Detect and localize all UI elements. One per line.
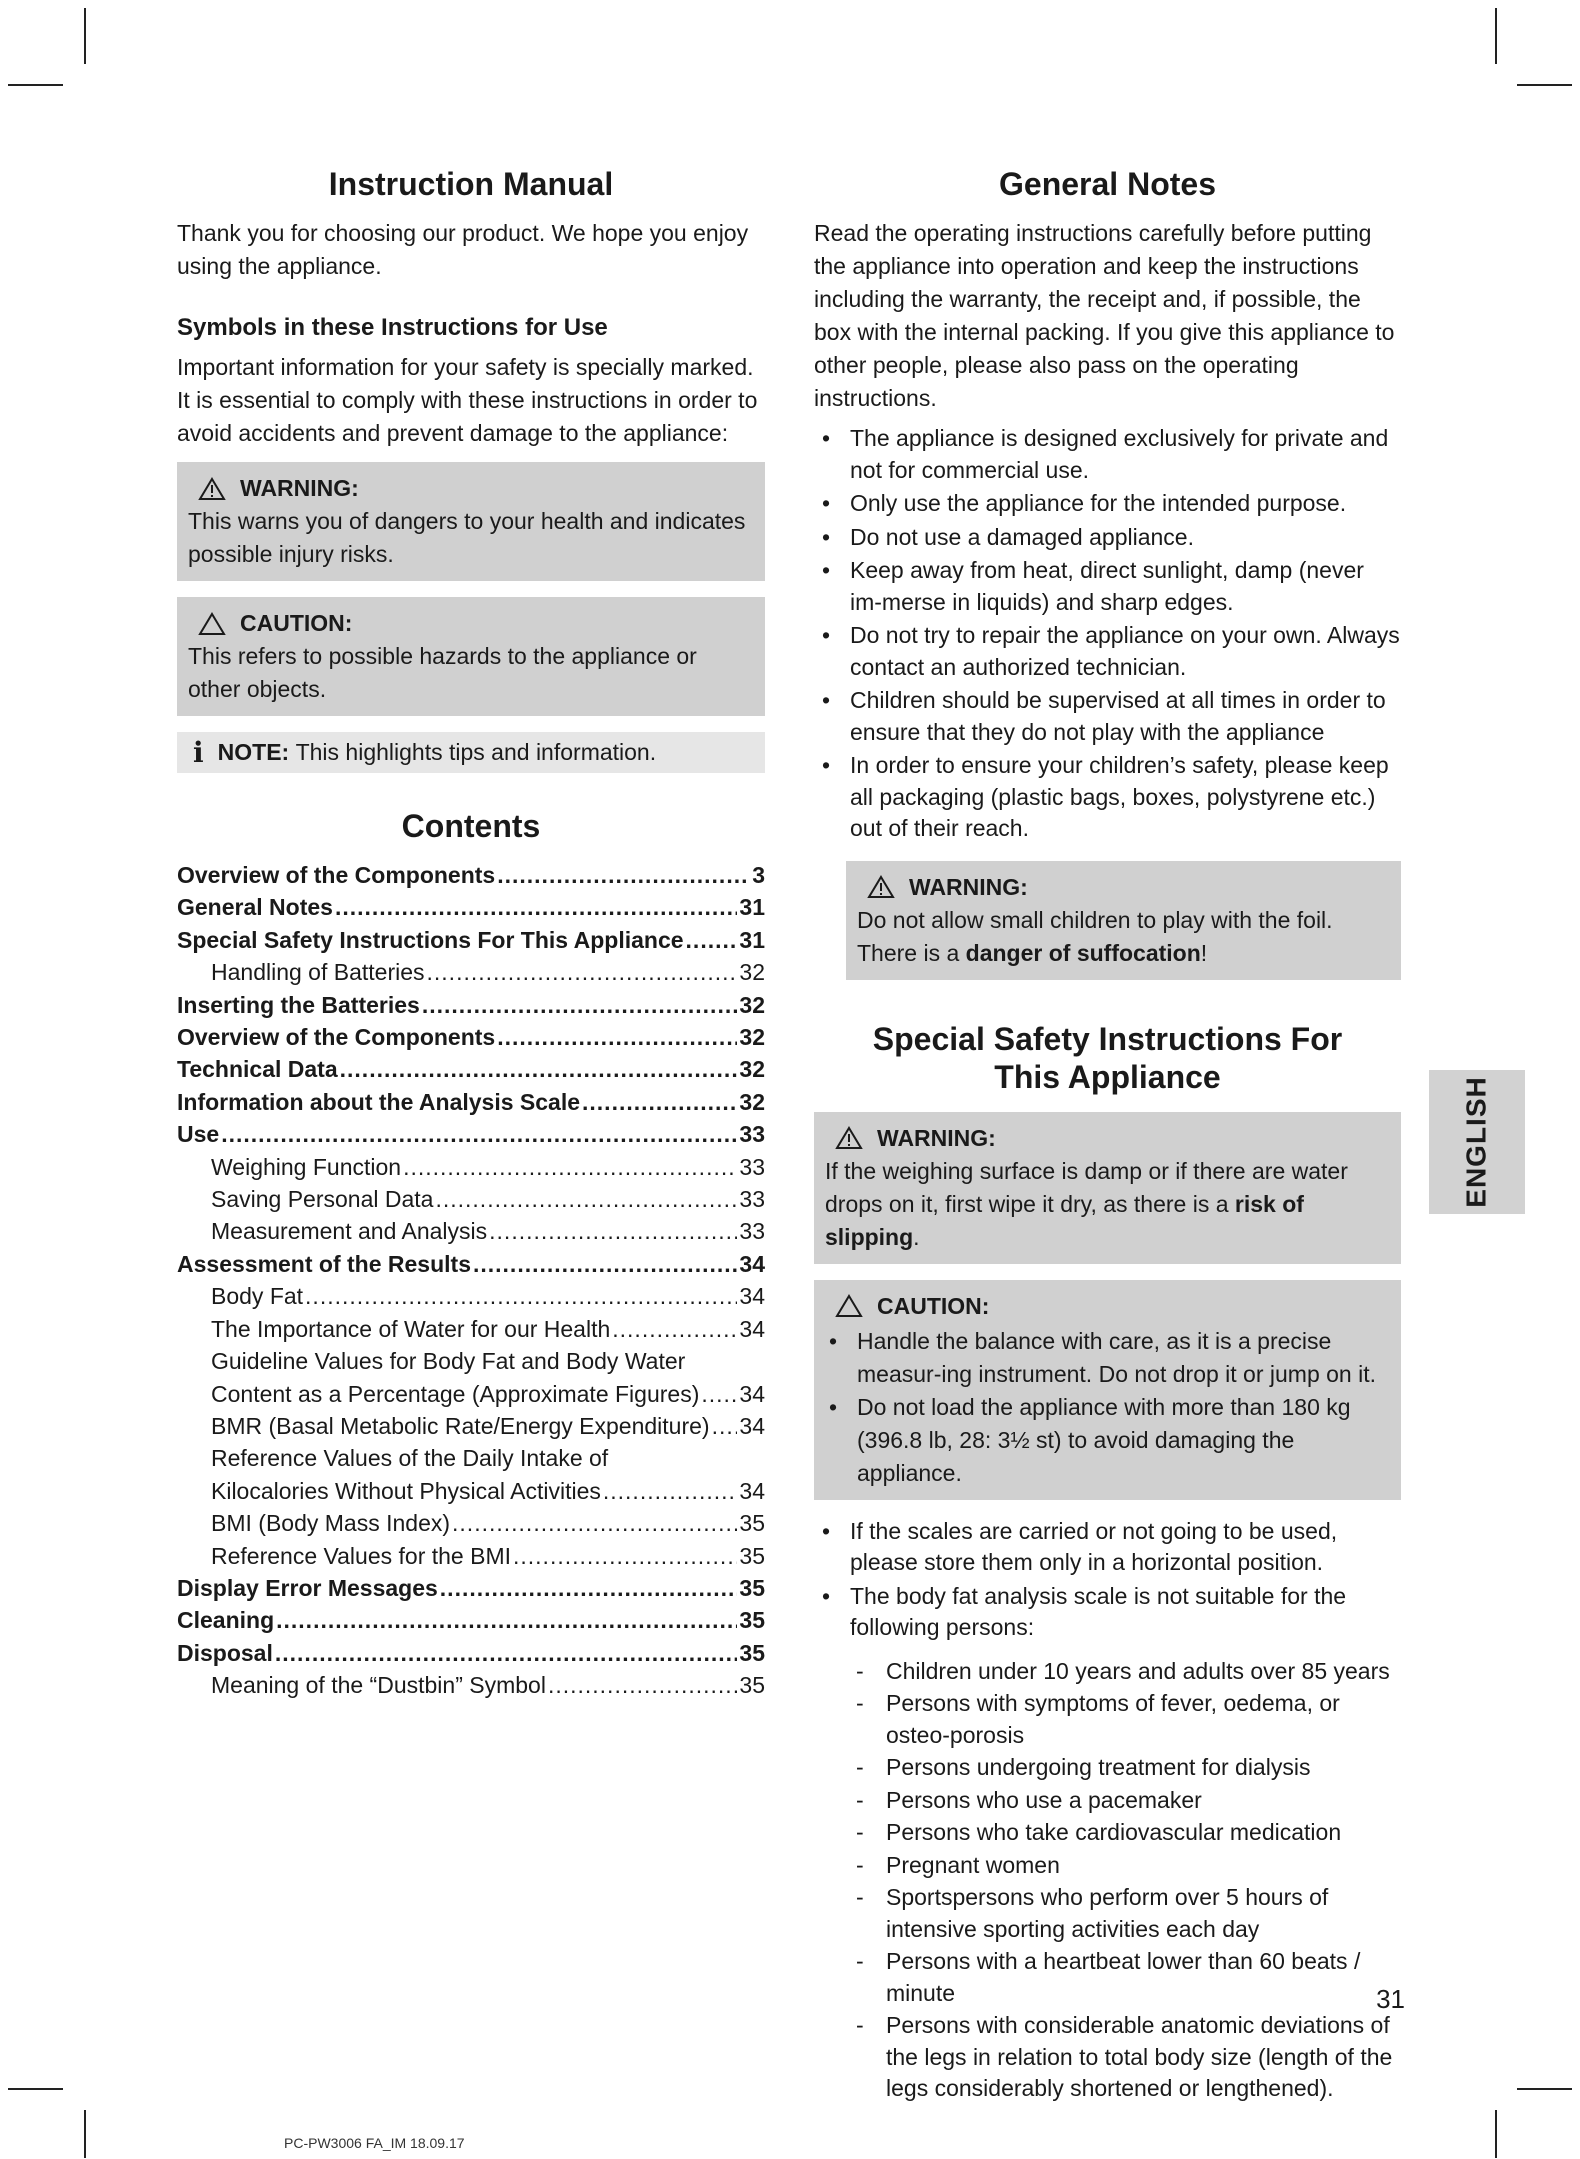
list-item: • The appliance is designed exclusively for private and not for commercial use. bbox=[814, 423, 1401, 486]
warning-icon bbox=[867, 875, 895, 899]
crop-mark bbox=[84, 8, 86, 64]
note-label: NOTE: bbox=[217, 739, 290, 765]
language-tab-label: ENGLISH bbox=[1461, 1076, 1492, 1208]
handling-caution-box bbox=[814, 1280, 1401, 1500]
crop-mark bbox=[1495, 2110, 1497, 2158]
list-item: • Do not load the appliance with more than 180 kg (396.8 lb, 28: 3½ st) to avoid damaging the appliance. bbox=[825, 1391, 1391, 1490]
caution-title bbox=[188, 607, 755, 640]
crop-mark bbox=[1517, 84, 1572, 86]
intro-text: Thank you for choosing our product. We hope you enjoy using the appliance. bbox=[177, 220, 749, 279]
list-item: • Only use the appliance for the intended purpose. bbox=[814, 488, 1401, 520]
toc-entry[interactable]: General Notes ..... 31 bbox=[177, 891, 765, 923]
list-item: • Keep away from heat, direct sunlight, damp (never im-merse in liquids) and sharp edges. bbox=[814, 555, 1401, 618]
toc-entry[interactable]: Use ..... 33 bbox=[177, 1118, 765, 1150]
caution-text: This refers to possible hazards to the appliance or other objects. bbox=[188, 643, 697, 702]
contents-title: Contents bbox=[401, 808, 541, 844]
list-item: • The body fat analysis scale is not suitable for the following persons: bbox=[814, 1581, 1401, 1644]
toc-entry[interactable]: Information about the Analysis Scale ..... 32 bbox=[177, 1086, 765, 1118]
list-item: • If the scales are carried or not going to be used, please store them only in a horizontal position. bbox=[814, 1516, 1401, 1579]
list-item: • Children should be supervised at all times in order to ensure that they do not play with the appliance bbox=[814, 685, 1401, 748]
table-of-contents bbox=[177, 859, 765, 1702]
toc-entry[interactable]: The Importance of Water for our Health ..... 34 bbox=[177, 1313, 765, 1345]
toc-entry[interactable]: Reference Values for the BMI ..... 35 bbox=[177, 1540, 765, 1572]
list-item: - Persons with a heartbeat lower than 60 beats / minute bbox=[850, 1946, 1401, 2009]
warning-box bbox=[177, 462, 765, 581]
toc-entry[interactable]: BMR (Basal Metabolic Rate/Energy Expenditure) ..... 34 bbox=[177, 1410, 765, 1442]
list-item: - Persons undergoing treatment for dialysis bbox=[850, 1752, 1401, 1784]
warning-label: WARNING: bbox=[909, 873, 1028, 900]
general-notes-title: General Notes bbox=[999, 166, 1216, 202]
list-item: - Children under 10 years and adults over 85 years bbox=[850, 1656, 1401, 1688]
toc-entry[interactable]: Disposal ..... 35 bbox=[177, 1637, 765, 1669]
caution-label: CAUTION: bbox=[240, 610, 353, 636]
crop-mark bbox=[84, 2110, 86, 2158]
caution-label: CAUTION: bbox=[877, 1292, 990, 1319]
toc-entry[interactable]: Weighing Function ..... 33 bbox=[177, 1151, 765, 1183]
warning-title bbox=[825, 1122, 1391, 1155]
caution-list bbox=[825, 1325, 1391, 1490]
right-column bbox=[814, 165, 1401, 2106]
toc-entry[interactable]: Handling of Batteries ..... 32 bbox=[177, 956, 765, 988]
toc-entry[interactable]: Assessment of the Results ..... 34 bbox=[177, 1248, 765, 1280]
toc-entry[interactable]: Meaning of the “Dustbin” Symbol ..... 35 bbox=[177, 1669, 765, 1701]
print-footer: PC-PW3006 FA_IM 18.09.17 bbox=[284, 2135, 465, 2151]
page-number: 31 bbox=[1376, 1984, 1405, 2014]
crop-mark bbox=[1495, 8, 1497, 64]
warning-icon bbox=[835, 1126, 863, 1150]
slip-warning-box bbox=[814, 1112, 1401, 1264]
toc-entry[interactable]: Overview of the Components ..... 3 bbox=[177, 859, 765, 891]
list-item: • Do not use a damaged appliance. bbox=[814, 522, 1401, 554]
warning-text: This warns you of dangers to your health and indicates possible injury risks. bbox=[188, 508, 746, 567]
warning-label: WARNING: bbox=[877, 1124, 996, 1151]
crop-mark bbox=[8, 84, 63, 86]
storage-list bbox=[814, 1516, 1401, 1644]
toc-entry[interactable]: Content as a Percentage (Approximate Figures) ..... 34 bbox=[177, 1378, 765, 1410]
language-tab bbox=[1429, 1070, 1525, 1214]
safety-title: Special Safety Instructions For This Appliance bbox=[872, 1020, 1343, 1095]
caution-icon bbox=[198, 612, 226, 636]
toc-entry[interactable]: Overview of the Components ..... 32 bbox=[177, 1021, 765, 1053]
toc-entry[interactable]: Saving Personal Data ..... 33 bbox=[177, 1183, 765, 1215]
warning-title bbox=[857, 871, 1391, 904]
toc-entry[interactable]: Kilocalories Without Physical Activities ..... 34 bbox=[177, 1475, 765, 1507]
unsuitable-persons-list bbox=[850, 1656, 1401, 2105]
warning-title bbox=[188, 472, 755, 505]
crop-mark bbox=[1517, 2088, 1572, 2090]
toc-entry[interactable]: Inserting the Batteries ..... 32 bbox=[177, 989, 765, 1021]
list-item: - Persons who take cardiovascular medication bbox=[850, 1817, 1401, 1849]
general-notes-intro: Read the operating instructions carefully before putting the appliance into operation and keep the instructions including the warranty, the receipt and, if possible, the box with the internal packing. If you give this appliance to other people, please also pass on the operating instructions. bbox=[814, 220, 1395, 411]
list-item: - Pregnant women bbox=[850, 1850, 1401, 1882]
toc-entry[interactable]: Reference Values of the Daily Intake of bbox=[211, 1445, 609, 1472]
warning-text: If the weighing surface is damp or if there are water drops on it, first wipe it dry, as there is a risk of slipping. bbox=[825, 1157, 1348, 1250]
list-item: - Persons with considerable anatomic deviations of the legs in relation to total body size (length of the legs considerably shortened or lengthened). bbox=[850, 2010, 1401, 2105]
note-text: This highlights tips and information. bbox=[295, 739, 657, 765]
toc-entry[interactable]: Guideline Values for Body Fat and Body Water bbox=[211, 1348, 686, 1375]
info-icon: i bbox=[193, 736, 204, 769]
left-column bbox=[177, 165, 765, 1702]
toc-entry[interactable]: Cleaning ..... 35 bbox=[177, 1604, 765, 1636]
list-item: • Handle the balance with care, as it is a precise measur-ing instrument. Do not drop it or jump on it. bbox=[825, 1325, 1391, 1391]
general-notes-list bbox=[814, 423, 1401, 845]
toc-entry[interactable]: Body Fat ..... 34 bbox=[177, 1280, 765, 1312]
note-box bbox=[177, 732, 765, 773]
toc-entry[interactable]: Measurement and Analysis ..... 33 bbox=[177, 1215, 765, 1247]
list-item: • Do not try to repair the appliance on your own. Always contact an authorized technician. bbox=[814, 620, 1401, 683]
list-item: - Persons who use a pacemaker bbox=[850, 1785, 1401, 1817]
crop-mark bbox=[8, 2088, 63, 2090]
list-item: - Persons with symptoms of fever, oedema, or osteo-porosis bbox=[850, 1688, 1401, 1751]
foil-warning-box bbox=[846, 861, 1401, 980]
list-item: - Sportspersons who perform over 5 hours of intensive sporting activities each day bbox=[850, 1882, 1401, 1945]
symbols-text: Important information for your safety is specially marked. It is essential to comply with these instructions in order to avoid accidents and prevent damage to the appliance: bbox=[177, 354, 758, 446]
caution-title bbox=[825, 1290, 1391, 1323]
toc-entry[interactable]: Special Safety Instructions For This Appliance ..... 31 bbox=[177, 924, 765, 956]
warning-text: Do not allow small children to play with the foil. There is a danger of suffocation! bbox=[857, 906, 1333, 966]
caution-box bbox=[177, 597, 765, 716]
caution-icon bbox=[835, 1294, 863, 1318]
toc-entry[interactable]: Technical Data ..... 32 bbox=[177, 1053, 765, 1085]
warning-icon bbox=[198, 477, 226, 501]
toc-entry[interactable]: BMI (Body Mass Index) ..... 35 bbox=[177, 1507, 765, 1539]
page-title: Instruction Manual bbox=[328, 166, 614, 202]
warning-label: WARNING: bbox=[240, 475, 359, 501]
list-item: • In order to ensure your children’s safety, please keep all packaging (plastic bags, boxes, polystyrene etc.) out of their reach. bbox=[814, 750, 1401, 845]
toc-entry[interactable]: Display Error Messages ..... 35 bbox=[177, 1572, 765, 1604]
symbols-heading: Symbols in these Instructions for Use bbox=[177, 314, 608, 341]
